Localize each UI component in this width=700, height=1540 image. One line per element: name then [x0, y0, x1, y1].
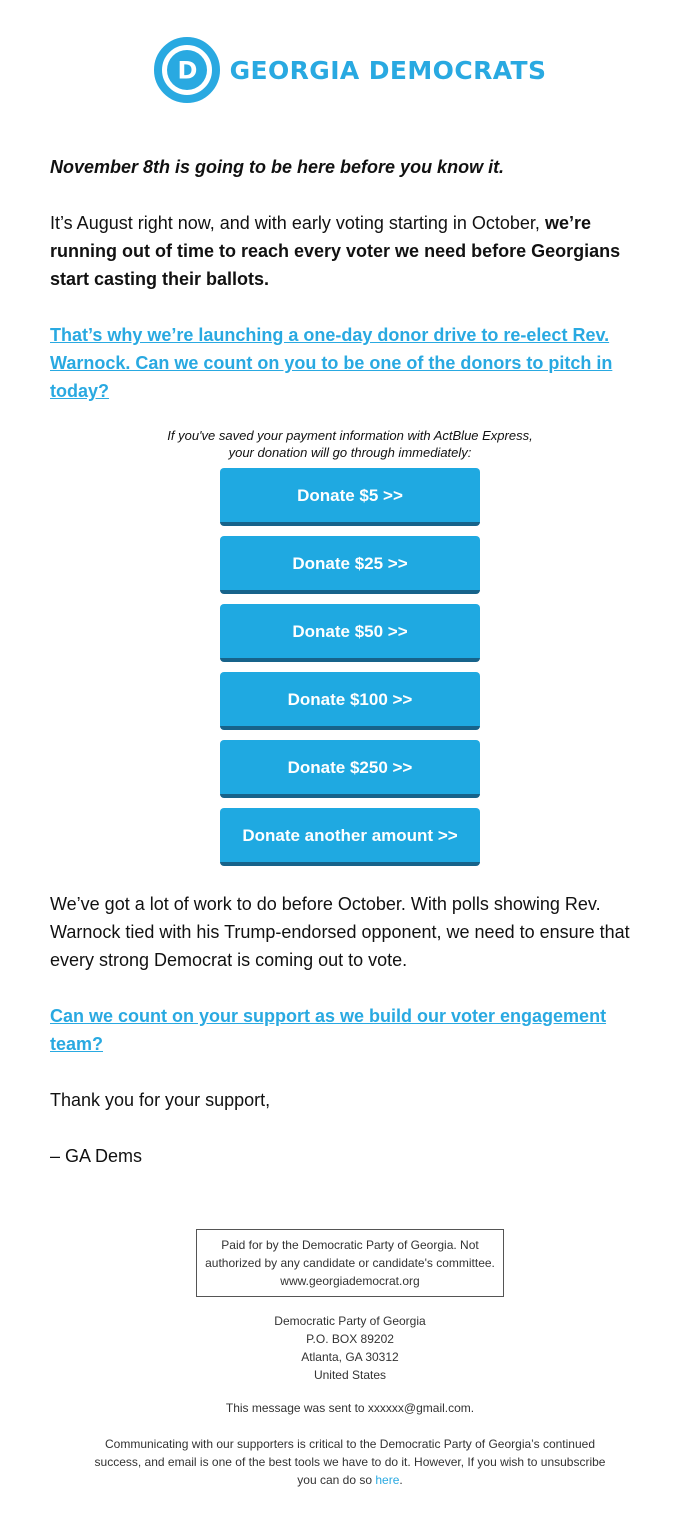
email-body: [50, 153, 650, 1198]
donate-5-button[interactable]: Donate $5 >>: [220, 468, 480, 526]
unsubscribe-notice: [90, 1435, 610, 1489]
donate-button-group: [220, 468, 480, 866]
unsubscribe-end: .: [399, 1473, 403, 1487]
democrat-d-logo-icon: [154, 37, 220, 103]
sent-to-notice: [0, 1399, 700, 1417]
logo-wordmark: GEORGIA DEMOCRATS: [229, 55, 547, 85]
paid-line-1: Paid for by the Democratic Party of Georgia. Not: [221, 1238, 479, 1252]
paid-line-2: authorized by any candidate or candidate's committee.: [205, 1256, 495, 1270]
logo-letter: D: [177, 56, 198, 85]
donor-drive-link[interactable]: That’s why we’re launching a one-day donor drive to re-elect Rev. Warnock. Can we count on you to be one of the donors to pitch in today?: [50, 325, 613, 401]
email-footer: [0, 1229, 700, 1489]
donate-50-button[interactable]: Donate $50 >>: [220, 604, 480, 662]
donate-250-button[interactable]: Donate $250 >>: [220, 740, 480, 798]
unsubscribe-link[interactable]: here: [375, 1473, 400, 1487]
express-note-line-1: If you've saved your payment information with ActBlue Express,: [167, 428, 533, 443]
unsubscribe-text: Communicating with our supporters is critical to the Democratic Party of Georgia’s continued success, and email is one of the best tools we have to do it. However, If you wish to unsubscribe you can do so: [94, 1437, 606, 1487]
paid-line-3: www.georgiademocrat.org: [280, 1274, 420, 1288]
lead-sentence: November 8th is going to be here before you know it.: [50, 157, 505, 177]
voter-engagement-paragraph: [50, 1002, 650, 1058]
donor-drive-paragraph: [50, 321, 650, 405]
thanks-line: Thank you for your support,: [50, 1090, 271, 1110]
intro-plain-text: It’s August right now, and with early voting starting in October,: [50, 213, 545, 233]
address-pobox: P.O. BOX 89202: [306, 1332, 394, 1346]
paid-for-disclaimer: [196, 1229, 504, 1297]
actblue-express-note: [50, 427, 650, 461]
donate-25-button[interactable]: Donate $25 >>: [220, 536, 480, 594]
email-header: [0, 36, 700, 104]
donate-100-button[interactable]: Donate $100 >>: [220, 672, 480, 730]
express-note-line-2: your donation will go through immediately:: [228, 445, 472, 460]
signoff-line: – GA Dems: [50, 1146, 143, 1166]
mailing-address: [0, 1312, 700, 1384]
address-country: United States: [313, 1368, 387, 1382]
intro-bold-text: we’re running out of time to reach every voter we need before Georgians start casting their ballots.: [50, 213, 621, 289]
georgia-democrats-logo[interactable]: [154, 37, 547, 103]
voter-engagement-link[interactable]: Can we count on your support as we build our voter engagement team?: [50, 1006, 607, 1054]
work-to-do-paragraph: We’ve got a lot of work to do before October. With polls showing Rev. Warnock tied with his Trump-endorsed opponent, we need to ensure that every strong Democrat is coming out to vote.: [50, 894, 630, 970]
recipient-email: xxxxxx@gmail.com.: [367, 1401, 475, 1415]
address-org: Democratic Party of Georgia: [274, 1314, 426, 1328]
sent-to-prefix: This message was sent to: [225, 1401, 368, 1415]
donate-other-amount-button[interactable]: Donate another amount >>: [220, 808, 480, 866]
address-city: Atlanta, GA 30312: [301, 1350, 399, 1364]
intro-paragraph: [50, 209, 650, 293]
